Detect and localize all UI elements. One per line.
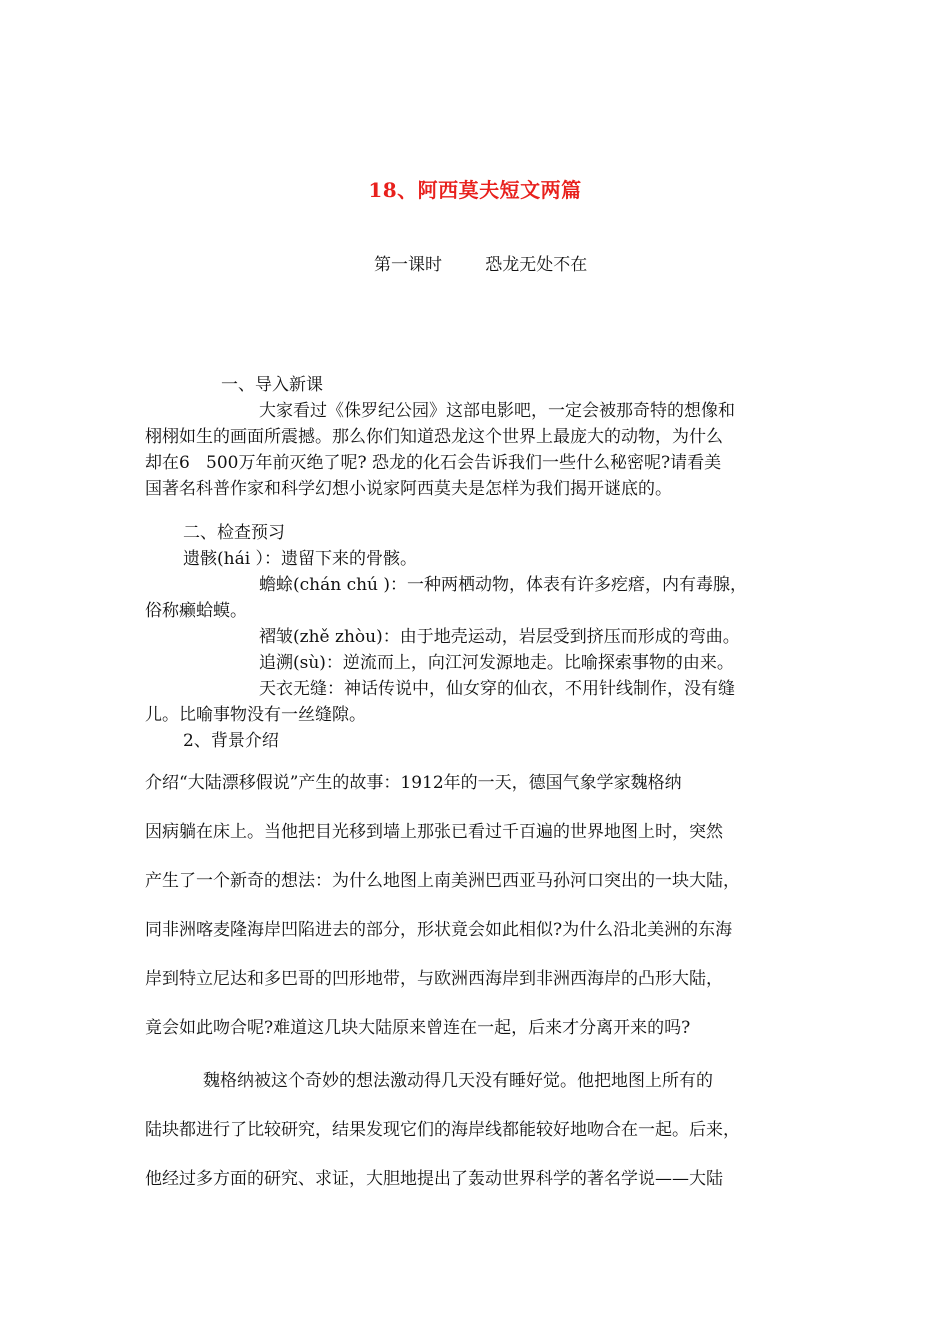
paragraph-line: 却在6 500万年前灭绝了呢? 恐龙的化石会告诉我们一些什么秘密呢?请看美 <box>145 453 722 473</box>
paragraph-line: 因病躺在床上。当他把目光移到墙上那张已看过千百遍的世界地图上时，突然 <box>145 822 723 842</box>
paragraph-line: 竟会如此吻合呢?难道这几块大陆原来曾连在一起，后来才分离开来的吗? <box>145 1018 691 1038</box>
paragraph-line: 岸到特立尼达和多巴哥的凹形地带，与欧洲西海岸到非洲西海岸的凸形大陆， <box>145 969 723 989</box>
paragraph-line: 产生了一个新奇的想法：为什么地图上南美洲巴西亚马孙河口突出的一块大陆， <box>145 871 740 891</box>
vocab-line: 俗称癞蛤蟆。 <box>145 601 247 621</box>
section-heading: 2、背景介绍 <box>183 731 279 751</box>
background-paragraph-1 <box>145 770 813 1064</box>
section-heading: 二、检查预习 <box>183 523 285 543</box>
vocab-line: 儿。比喻事物没有一丝缝隙。 <box>145 705 366 725</box>
section-intro <box>145 372 813 502</box>
paragraph-line: 他经过多方面的研究、求证，大胆地提出了轰动世界科学的著名学说——大陆 <box>145 1169 723 1189</box>
section-preview <box>145 520 813 754</box>
background-paragraph-2 <box>145 1068 813 1215</box>
vocab-line: 褶皱(zhě zhòu)：由于地壳运动，岩层受到挤压而形成的弯曲。 <box>259 627 740 647</box>
paragraph-line: 栩栩如生的画面所震撼。那么你们知道恐龙这个世界上最庞大的动物，为什么 <box>145 427 723 447</box>
paragraph-line: 介绍“大陆漂移假说”产生的故事：1912年的一天，德国气象学家魏格纳 <box>145 773 682 793</box>
vocab-line: 遗骸(hái ）：遗留下来的骨骸。 <box>183 549 418 569</box>
document-title: 18、阿西莫夫短文两篇 <box>368 178 582 202</box>
paragraph-line: 大家看过《侏罗纪公园》这部电影吧，一定会被那奇特的想像和 <box>259 401 735 421</box>
section-heading: 一、导入新课 <box>221 375 323 395</box>
paragraph-line: 陆块都进行了比较研究，结果发现它们的海岸线都能较好地吻合在一起。后来， <box>145 1120 740 1140</box>
vocab-line: 追溯(sù)：逆流而上，向江河发源地走。比喻探索事物的由来。 <box>259 653 734 673</box>
vocab-line: 天衣无缝：神话传说中，仙女穿的仙衣，不用针线制作，没有缝 <box>259 679 735 699</box>
paragraph-line: 同非洲喀麦隆海岸凹陷进去的部分，形状竟会如此相似?为什么沿北美洲的东海 <box>145 920 733 940</box>
paragraph-line: 魏格纳被这个奇妙的想法激动得几天没有睡好觉。他把地图上所有的 <box>203 1071 713 1091</box>
lesson-subtitle: 第一课时 恐龙无处不在 <box>374 255 588 275</box>
vocab-line: 蟾蜍(chán chú )：一种两栖动物，体表有许多疙瘩，内有毒腺， <box>259 575 748 595</box>
paragraph-line: 国著名科普作家和科学幻想小说家阿西莫夫是怎样为我们揭开谜底的。 <box>145 479 672 499</box>
